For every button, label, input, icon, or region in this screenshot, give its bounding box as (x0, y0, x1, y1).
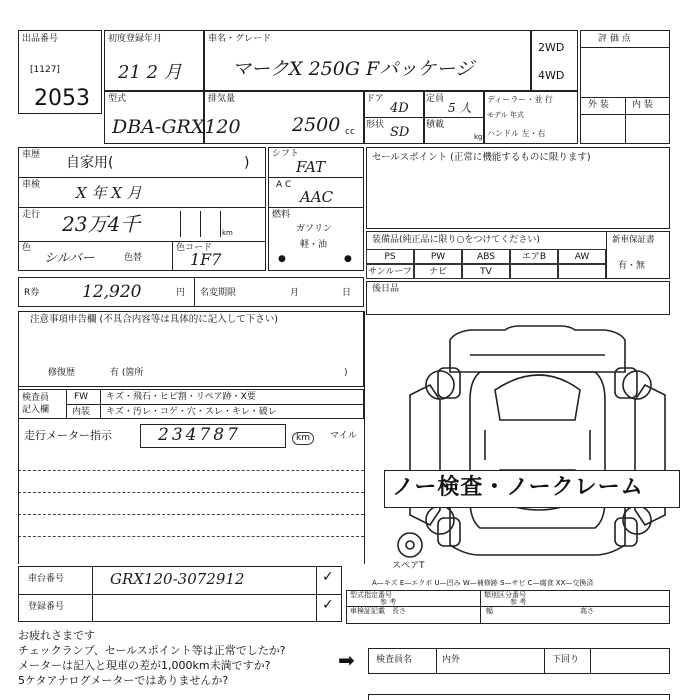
message-line: メーターは記入と現車の差が1,000km未満ですか? (18, 659, 271, 672)
message-block (18, 628, 286, 688)
history-value: 自家用( (66, 155, 114, 171)
fw-label: FW (74, 392, 89, 402)
shape-label: 形状 (366, 120, 385, 130)
equipment-cell: TV (462, 264, 510, 279)
type-number-label: 型式指定番号 (350, 591, 392, 599)
load-unit: kg (474, 133, 483, 141)
color-code-value: 1F7 (190, 250, 222, 269)
displacement-value: 2500 (292, 114, 341, 136)
damage-legend: A—キズ E—エクボ U—凹み W—補修跡 S—サビ C—腐食 XX—交換済 (372, 579, 594, 587)
repair-value: 有 (箇所 (110, 368, 144, 378)
sales-label: セールスポイント (正常に機能するものに限ります) (372, 152, 591, 163)
message-line: チェックランプ、セールスポイント等は正常でしたか? (18, 644, 286, 657)
interior-row-label: 内装 (72, 407, 91, 417)
equipment-cell: PW (414, 249, 462, 264)
repair-label: 修復歴 (48, 368, 76, 378)
category-label: 類別区分番号 (484, 591, 526, 599)
equipment-cell: ABS (462, 249, 510, 264)
interior-label: 内 装 (632, 100, 653, 110)
message-line: 5ケタアナログメーターではありませんか? (18, 674, 229, 687)
name-value: マークX 250G Fパッケージ (232, 58, 474, 80)
fuel-dot: ● (278, 254, 286, 264)
meter-value: 234787 (158, 425, 241, 445)
width-label: 幅 (486, 607, 493, 615)
doors-label: ドア (366, 94, 384, 104)
displacement-unit: cc (345, 127, 355, 137)
mileage-label: 走行 (22, 210, 41, 220)
shift-label: シフト (272, 149, 300, 159)
meter-label: 走行メーター指示 (24, 429, 112, 442)
color-label: 色 (22, 243, 32, 253)
capacity-value: 5 人 (448, 101, 472, 115)
inspection-value: X 年 X 月 (76, 184, 142, 202)
equipment-cell: PS (366, 249, 414, 264)
length-label: 長さ (392, 607, 406, 615)
later-label: 後日品 (372, 284, 400, 294)
first-reg-label: 初度登録年月 (108, 34, 163, 44)
r-label: R券 (24, 288, 40, 298)
shift-value: FAT (296, 158, 326, 176)
dealer-label: ディーラー・並 行 (487, 95, 553, 104)
r-value: 12,920 (82, 282, 142, 302)
fuel-diesel: 軽・油 (300, 240, 328, 250)
inside-outside-label: 内外 (442, 655, 461, 665)
r-unit: 円 (176, 288, 186, 298)
message-line: お疲れさまです (18, 629, 95, 642)
drive-2wd: 2WD (538, 41, 565, 54)
inspector-label: 検査員名 (376, 655, 413, 665)
fuel-label: 燃料 (272, 210, 291, 220)
color-value: シルバー (44, 251, 95, 266)
inspector-box (368, 648, 670, 674)
fw-items: キズ・飛石・ヒビ割・リペア跡・X要 (106, 392, 256, 402)
inspection-label: 車検 (22, 180, 41, 190)
ref-label-1: 参 考 (380, 598, 397, 606)
doors-value: 4D (390, 101, 409, 116)
load-label: 積載 (426, 120, 445, 130)
fuel-dot: ● (344, 254, 352, 264)
lower-label: 下回り (552, 655, 580, 665)
history-label: 車歴 (22, 150, 41, 160)
checkmark: ✓ (322, 569, 334, 585)
model-year-label: モデル 年式 (487, 111, 524, 119)
equip-label: 装備品(純正品に限り○をつけてください) (372, 235, 540, 245)
equipment-cell: AW (558, 249, 606, 264)
lot-sub: [1127] (30, 65, 60, 75)
ac-value: AAC (300, 188, 334, 206)
checkmark: ✓ (322, 597, 334, 613)
shape-value: SD (390, 125, 410, 140)
mileage-value: 23万4千 (62, 212, 141, 236)
interior-items: キズ・汚レ・コゲ・穴・スレ・キレ・破レ (106, 407, 277, 417)
notes-label: 注意事項申告欄 (不具合内容等は具体的に記入して下さい) (30, 314, 278, 325)
displacement-label: 排気量 (208, 94, 236, 104)
spare-label: スペアT (392, 561, 425, 571)
height-label: 高さ (580, 607, 594, 615)
fuel-gas: ガソリン (296, 224, 333, 234)
ac-label: A C (276, 180, 292, 190)
model-label: 型式 (108, 94, 127, 104)
score-label: 評 価 点 (598, 34, 631, 44)
chassis-value: GRX120-3072912 (110, 570, 245, 588)
lot-number: 2053 (34, 86, 90, 111)
meter-km: km (292, 432, 314, 445)
dims-label: 車検証記載 (350, 607, 385, 615)
first-reg-value: 21 2 月 (118, 62, 182, 83)
warranty-label: 新車保証書 (612, 235, 655, 245)
equipment-cell: エアB (510, 249, 558, 264)
chassis-label: 車台番号 (28, 574, 65, 584)
repair-close: ) (344, 368, 348, 378)
warranty-value: 有・無 (618, 261, 646, 271)
name-change-day: 日 (342, 288, 352, 298)
model-value: DBA-GRX120 (112, 116, 241, 138)
color-change-label: 色替 (124, 253, 143, 263)
equipment-cell: サンルーフ (366, 264, 414, 279)
bottom-edge-box (368, 694, 670, 700)
name-change-month: 月 (290, 288, 300, 298)
lot-label: 出品番号 (22, 34, 59, 44)
ref-label-2: 参 考 (510, 598, 527, 606)
capacity-label: 定員 (426, 94, 445, 104)
name-change-label: 名変期限 (200, 288, 237, 298)
color-code-label: 色コード (176, 243, 213, 253)
meter-mile: マイル (330, 431, 357, 441)
history-close: ) (244, 155, 250, 171)
mileage-unit: km (222, 229, 233, 237)
no-inspection-text: ノー検査・ノークレーム (392, 475, 644, 500)
checklist-label: 検査員 記入欄 (22, 393, 50, 415)
equipment-cell: ナビ (414, 264, 462, 279)
name-label: 車名・グレード (208, 34, 272, 44)
drive-4wd: 4WD (538, 69, 565, 82)
exterior-label: 外 装 (588, 100, 609, 110)
arrow-icon: ➡ (338, 648, 355, 672)
handle-label: ハンドル 左・右 (487, 129, 546, 138)
reg-label: 登録番号 (28, 602, 65, 612)
